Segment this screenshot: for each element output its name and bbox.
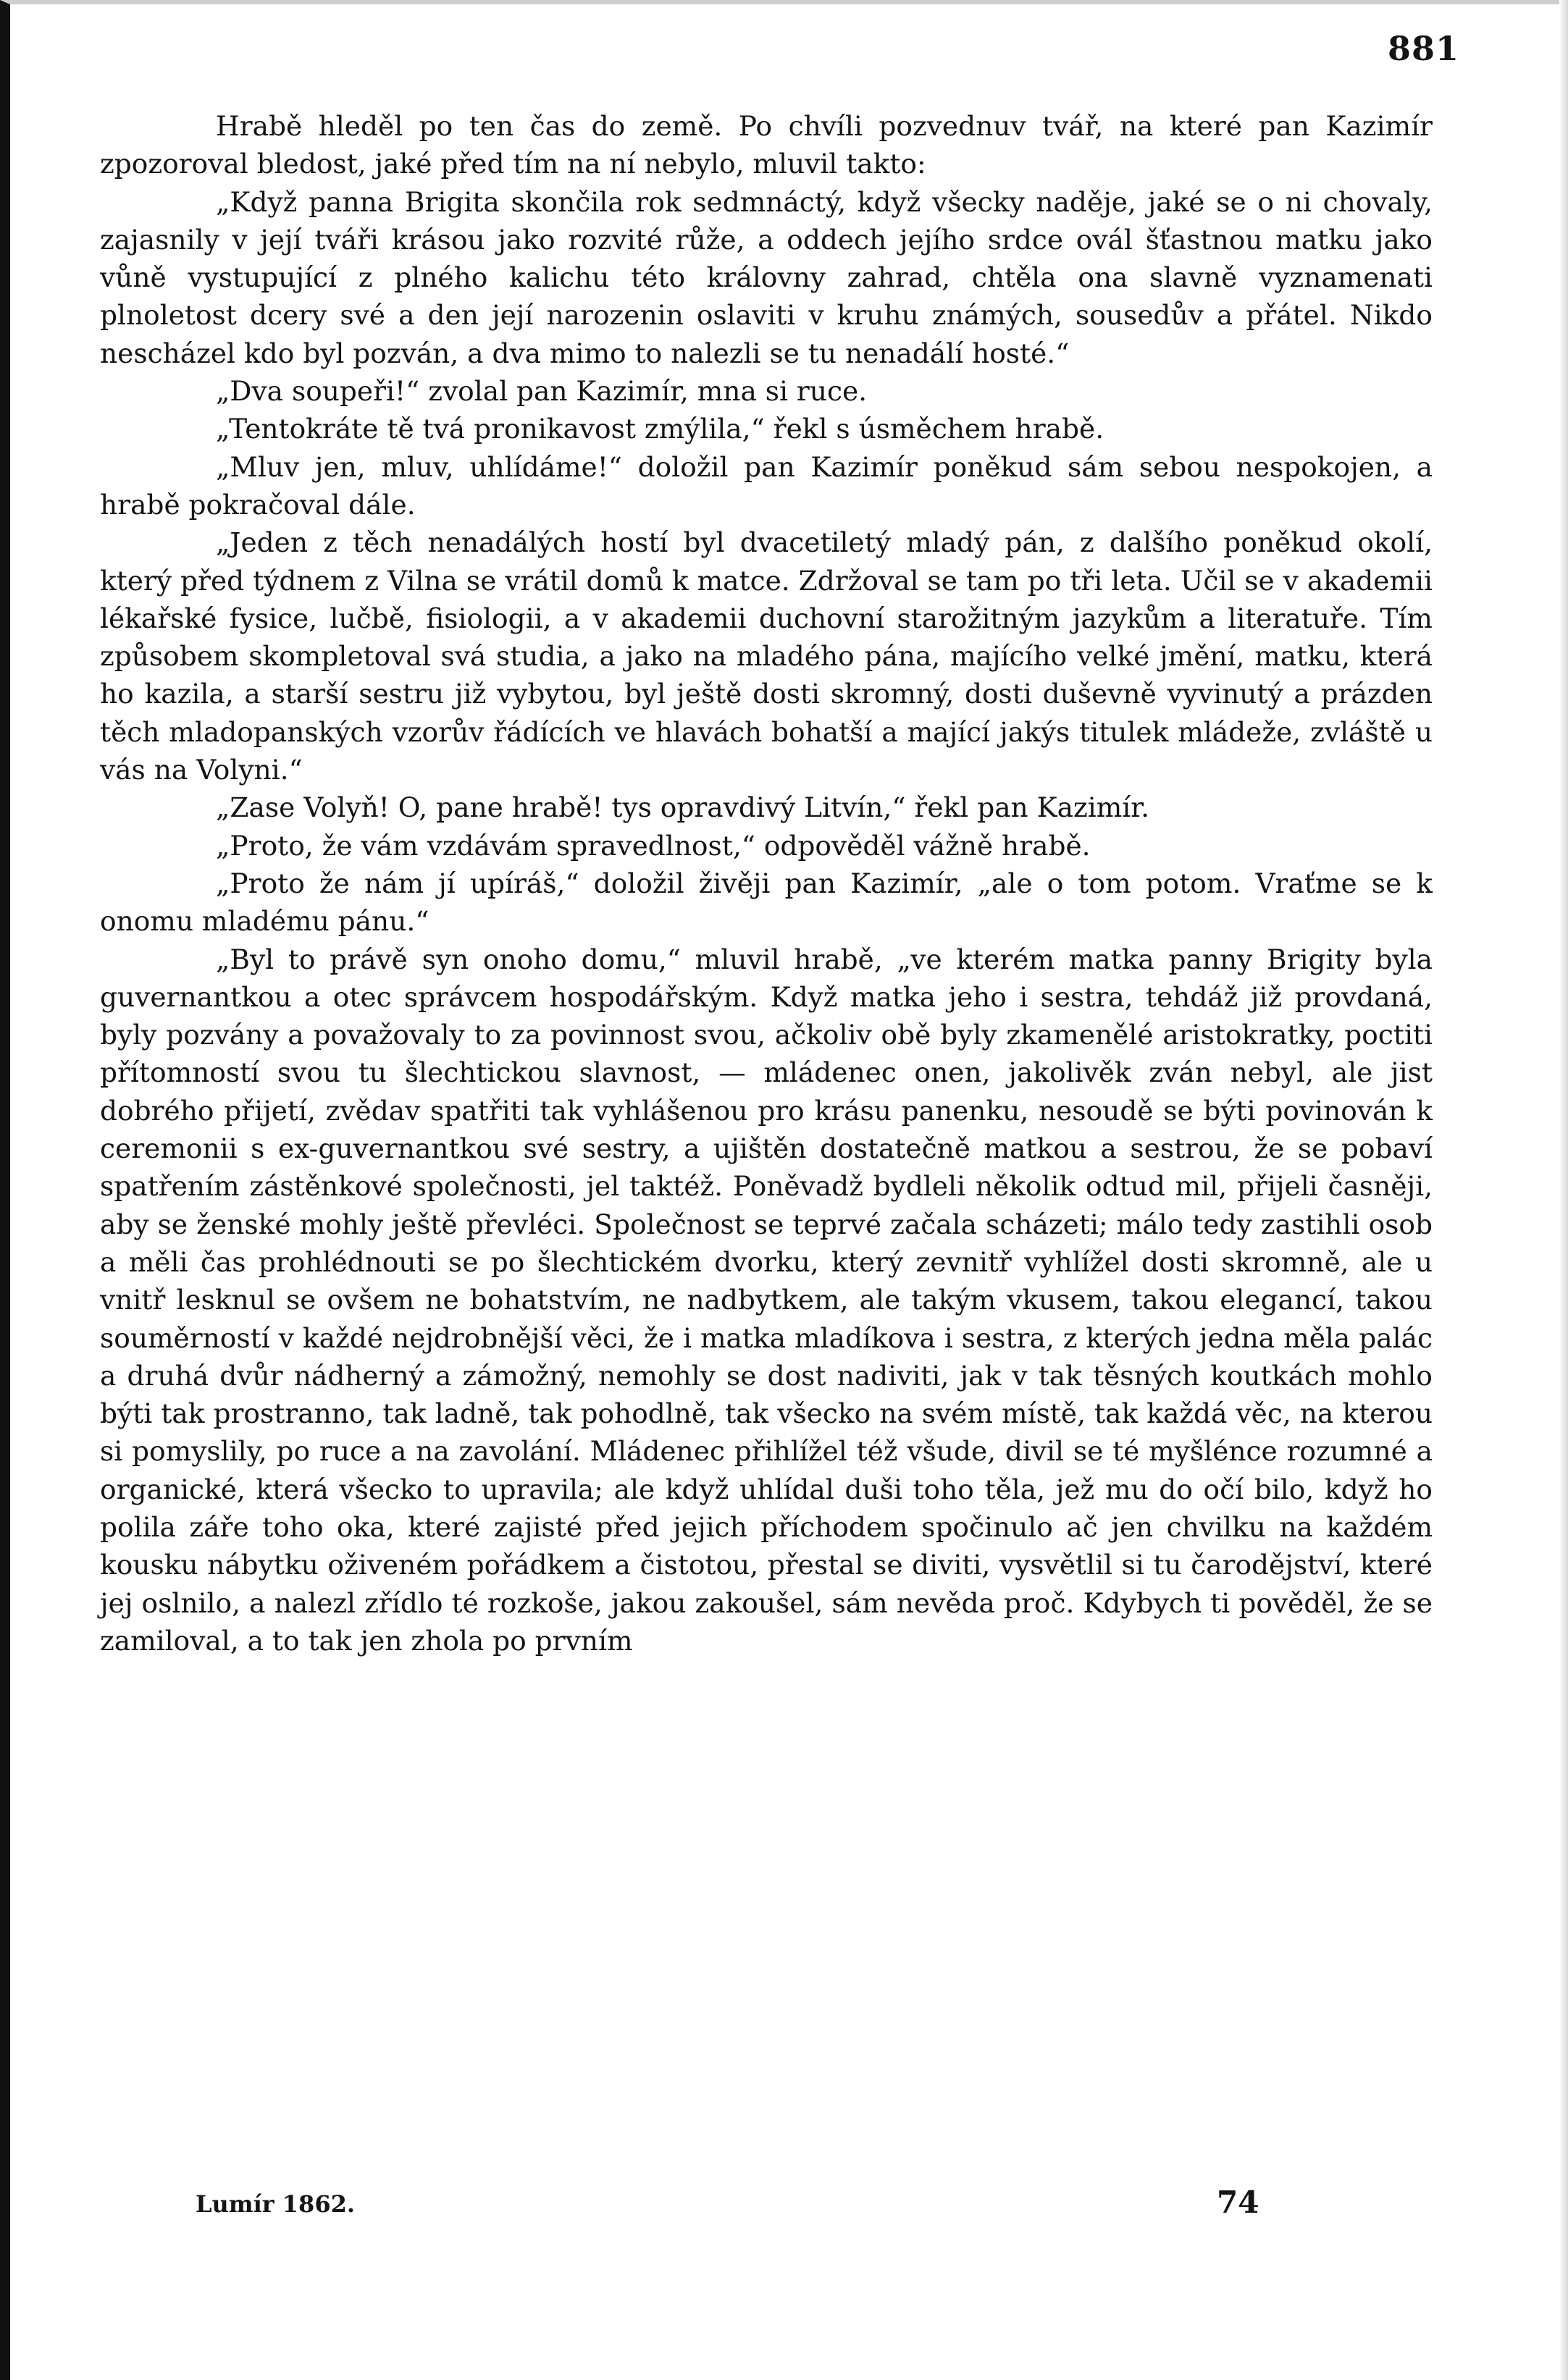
paragraph: „Jeden z těch nenadálých hostí byl dvacetiletý mladý pán, z dalšího poněkud okolí, který před týdnem z Vilna se vrátil domů k matce. Zdržoval se tam po tři leta. Učil se v akademii lékařské fysice, lučbě, fisiologii, a v akademii duchovní starožitným jazykům a literatuře. Tím způsobem skompletoval svá studia, a jako na mladého pána, majícího velké jmění, matku, která ho kazila, a starší sestru již vybytou, byl ještě dosti skromný, dosti duševně vyvinutý a prázden těch mladopanských vzorův řádících ve hlavách bohatší a mající jakýs titulek mládeže, zvláště u vás na Volyni.“ [100, 526, 1433, 786]
page-number: 881 [1387, 29, 1459, 68]
paragraph: „Tentokráte tě tvá pronikavost zmýlila,“ řekl s úsměchem hrabě. [216, 413, 1104, 445]
paragraph: Hrabě hleděl po ten čas do země. Po chvíli pozvednuv tvář, na které pan Kazimír zpozoroval bledost, jaké před tím na ní nebylo, mluvil takto: [100, 110, 1433, 180]
paragraph: „Zase Volyň! O, pane hrabě! tys opravdivý Litvín,“ řekl pan Kazimír. [216, 791, 1150, 824]
signature-mark: 74 [1217, 2185, 1259, 2220]
paragraph: „Proto že nám jí upíráš,“ doložil živěji pan Kazimír, „ale o tom potom. Vraťme se k onomu mladému pánu.“ [100, 867, 1433, 938]
page-edge-shadow [1559, 0, 1568, 2380]
paragraph: „Proto, že vám vzdávám spravedlnost,“ odpověděl vážně hrabě. [216, 829, 1091, 862]
publication-line: Lumír 1862. [196, 2190, 355, 2218]
main-text [100, 107, 1433, 1660]
paragraph: „Mluv jen, mluv, uhlídáme!“ doložil pan Kazimír poněkud sám sebou nespokojen, a hrabě pokračoval dále. [100, 450, 1433, 521]
paragraph: „Když panna Brigita skončila rok sedmnáctý, když všecky naděje, jaké se o ni chovaly, zajasnily v její tváři krásou jako rozvité růže, a oddech jejího srdce ovál šťastnou matku jako vůně vystupující z plného kalichu této královny zahrad, chtěla ona slavně vyznamenati plnoletost dcery své a den její narozenin oslaviti v kruhu známých, sousedův a přátel. Nikdo nescházel kdo byl pozván, a dva mimo to nalezli se tu nenadálí hosté.“ [100, 185, 1433, 369]
paragraph: „Dva soupeři!“ zvolal pan Kazimír, mna si ruce. [216, 375, 868, 408]
paragraph: „Byl to právě syn onoho domu,“ mluvil hrabě, „ve kterém matka panny Brigity byla guvernantkou a otec správcem hospodářským. Když matka jeho i sestra, tehdáž již provdaná, byly pozvány a považovaly to za povinnost svou, ačkoliv obě byly zkamenělé aristokratky, poctiti přítomností svou tu šlechtickou slavnost, — mládenec onen, jakolivěk zván nebyl, ale jist dobrého přijetí, zvědav spatřiti tak vyhlášenou pro krásu panenku, nesoudě se býti povinován k ceremonii s ex-guvernantkou své sestry, a ujištěn dostatečně matkou a sestrou, že se pobaví spatřením zástěnkové společnosti, jel taktéž. Poněvadž bydleli několik odtud mil, přijeli časněji, aby se ženské mohly ještě převléci. Společnost se teprvé začala scházeti; málo tedy zastihli osob a měli čas prohlédnouti se po šlechtickém dvorku, který zevnitř vyhlížel dosti skromně, ale u vnitř lesknul se ovšem ne bohatstvím, ne nadbytkem, ale takým vkusem, takou elegancí, takou souměrností v každé nejdrobnější věci, že i matka mladíkova i sestra, z kterých jedna měla palác a druhá dvůr nádherný a zámožný, nemohly se dost nadiviti, jak v tak těsných koutkách mohlo býti tak prostranno, tak ladně, tak pohodlně, tak všecko na svém místě, tak každá věc, na kterou si pomyslily, po ruce a na zavolání. Mládenec přihlížel též všude, divil se té myšlénce rozumné a organické, která všecko to upravila; ale když uhlídal duši toho těla, jež mu do očí bilo, když ho polila záře toho oka, které zajisté před jejich příchodem spočinulo ač jen chvilku na každém kousku nábytku oživeném pořádkem a čistotou, přestal se diviti, vysvětlil si tu čarodějství, které jej oslnilo, a nalezl zřídlo té rozkoše, jakou zakoušel, sám nevěda proč. Kdybych ti pověděl, že se zamiloval, a to tak jen zhola po prvním [100, 943, 1433, 1657]
page-footer [196, 2185, 1354, 2234]
